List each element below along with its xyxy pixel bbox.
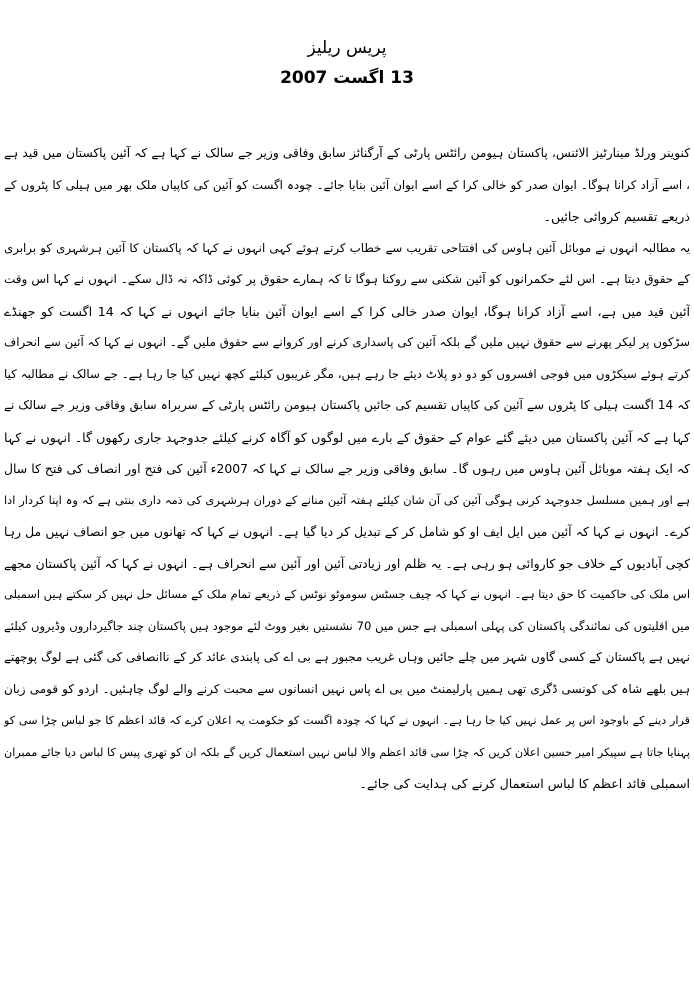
document-date: 13 اگست 2007 <box>280 68 414 88</box>
press-release-body <box>4 138 690 800</box>
body-line: کے حقوق دیتا ہے۔ اس لئے حکمرانوں کو آئین شکنی سے روکنا ہوگا تا کہ ہمارے حقوق پر کوئی ڈاکہ نہ ڈال سکے۔ انہوں نے کہا اس وقت <box>4 272 690 286</box>
body-line: ذریعے تقسیم کروائی جائیں۔ <box>543 209 690 224</box>
body-line: ، اسے آزاد کرانا ہوگا۔ ایوان صدر کو خالی کرا کے اسے ایوان آئین بنایا جائے۔ چودہ اگست کو آئین کی کاپیاں ملک بھر میں ہیلی کا پٹروں کے <box>4 177 690 192</box>
body-line: سڑکوں پر لیکر پھرنے سے حقوق نہیں ملیں گے بلکہ آئین کی پاسداری کرنے اور کروانے سے حقوق ملیں گے۔ انہوں نے کہا کہ آئین سے انحراف <box>4 335 690 349</box>
body-line: اس ملک کی حاکمیت کا حق دیتا ہے۔ انہوں نے کہا کہ چیف جسٹس سوموٹو نوٹس کے ذریعے تمام ملک کے مسائل حل نہیں کر سکتے ہیں اسمبلی <box>4 587 690 601</box>
body-line: قرار دینے کے باوجود اس پر عمل نہیں کیا جا رہا ہے۔ انہوں نے کہا کہ چودہ اگست کو حکومت یہ اعلان کرے کہ قائد اعظم کا جو لباس چڑا سی کو <box>4 714 690 727</box>
body-line: کہ 14 اگست ہیلی کا پٹروں سے آئین کی کاپیاں تقسیم کی جائیں پاکستان ہیومن رائٹس پارٹی کے سربراہ سابق وفاقی وزیر جے سالک نے <box>4 398 690 412</box>
body-line: کرتے ہوئے سیکڑوں میں فوجی افسروں کو دو دو پلاٹ دیئے جا رہے ہیں، مگر غریبوں کیلئے کچھ نہیں کیا جا رہا ہے۔ جے سالک نے مطالبہ کیا <box>4 366 690 381</box>
body-line: میں اقلیتوں کی نمائندگی پاکستان کی پہلی اسمبلی ہے جس میں 70 نشستیں بغیر ووٹ لئے موجود ہیں پاکستان چند جاگیرداروں وڈیروں کیلئے <box>4 618 690 633</box>
body-line: یہ مطالبہ انہوں نے موبائل آئین ہاوس کی افتتاحی تقریب سے خطاب کرتے ہوئے کہی انہوں نے کہا کہ پاکستان کا آئین ہرشہری کو برابری <box>4 240 690 255</box>
body-line: کہا ہے کہ آئین پاکستان میں دیئے گئے عوام کے حقوق کے بارے میں لوگوں کو آگاہ کرنے کیلئے جدوجہد جاری رکھوں گا۔ انہوں نے کہا <box>4 429 690 445</box>
body-line: کچی آبادیوں کے خلاف جو کاروائی ہو رہی ہے۔ یہ ظلم اور زیادتی آئین اور آئین سے انحراف ہے۔ انہوں نے کہا کہ آئین پاکستان مجھے <box>4 555 690 571</box>
body-line: اسمبلی قائد اعظم کا لباس استعمال کرنے کی ہدایت کی جائے۔ <box>359 776 690 791</box>
body-line: پہنایا جاتا ہے سپیکر امیر حسین اعلان کریں کہ چڑا سی قائد اعظم والا لباس نہیں استعمال کریں گے بلکہ ان کو تھری پیس کا لباس دیا جائے ممبران <box>4 745 690 759</box>
body-line: کرے۔ انہوں نے کہا کہ آئین میں ایل ایف او کو شامل کر کے تبدیل کر دیا گیا ہے۔ انہوں نے کہا کہ تھانوں میں جو انصاف نہیں مل رہا <box>4 524 690 539</box>
body-line: ہے اور ہمیں مسلسل جدوجہد کرنی ہوگی آئین کی آن شان کیلئے ہفتہ آئین منانے کے دوران ہرشہری کی ذمہ داری بنتی ہے کہ وہ اپنا کردار ادا <box>4 492 690 507</box>
body-line: نہیں ہے پاکستان کے کسی گاوں شہر میں چلے جائیں وہاں غریب مجبور ہے بی اے کی پابندی عائد کر کے ناانصافی کی گئی ہے لوگ پوچھتے <box>4 650 690 664</box>
document-title: پریس ریلیز <box>307 38 387 58</box>
body-line: کنوینر ورلڈ مینارٹیز الائنس، پاکستان ہیومن رائٹس پارٹی کے آرگنائز سابق وفاقی وزیر جے سالک نے کہا ہے کہ آئین پاکستان میں قید ہے <box>4 146 690 160</box>
body-line: کہ ایک ہفتہ موبائل آئین ہاوس میں رہوں گا۔ سابق وفاقی وزیر جے سالک نے کہا کہ 2007ء آئین کی فتح اور انصاف کی فتح کا سال <box>4 461 690 476</box>
body-line: ہیں بلھے شاہ کی کونسی ڈگری تھی ہمیں پارلیمنٹ میں بی اے پاس نہیں انسانوں سے محبت کرنے والے لوگ چاہئیں۔ اردو کو قومی زبان <box>4 681 690 696</box>
body-line: آئین قید میں ہے، اسے آزاد کرانا ہوگا، ایوان صدر خالی کرا کے اسے ایوان آئین بنایا جائے انہوں نے کہا کہ 14 اگست کو جھنڈے <box>4 303 690 319</box>
